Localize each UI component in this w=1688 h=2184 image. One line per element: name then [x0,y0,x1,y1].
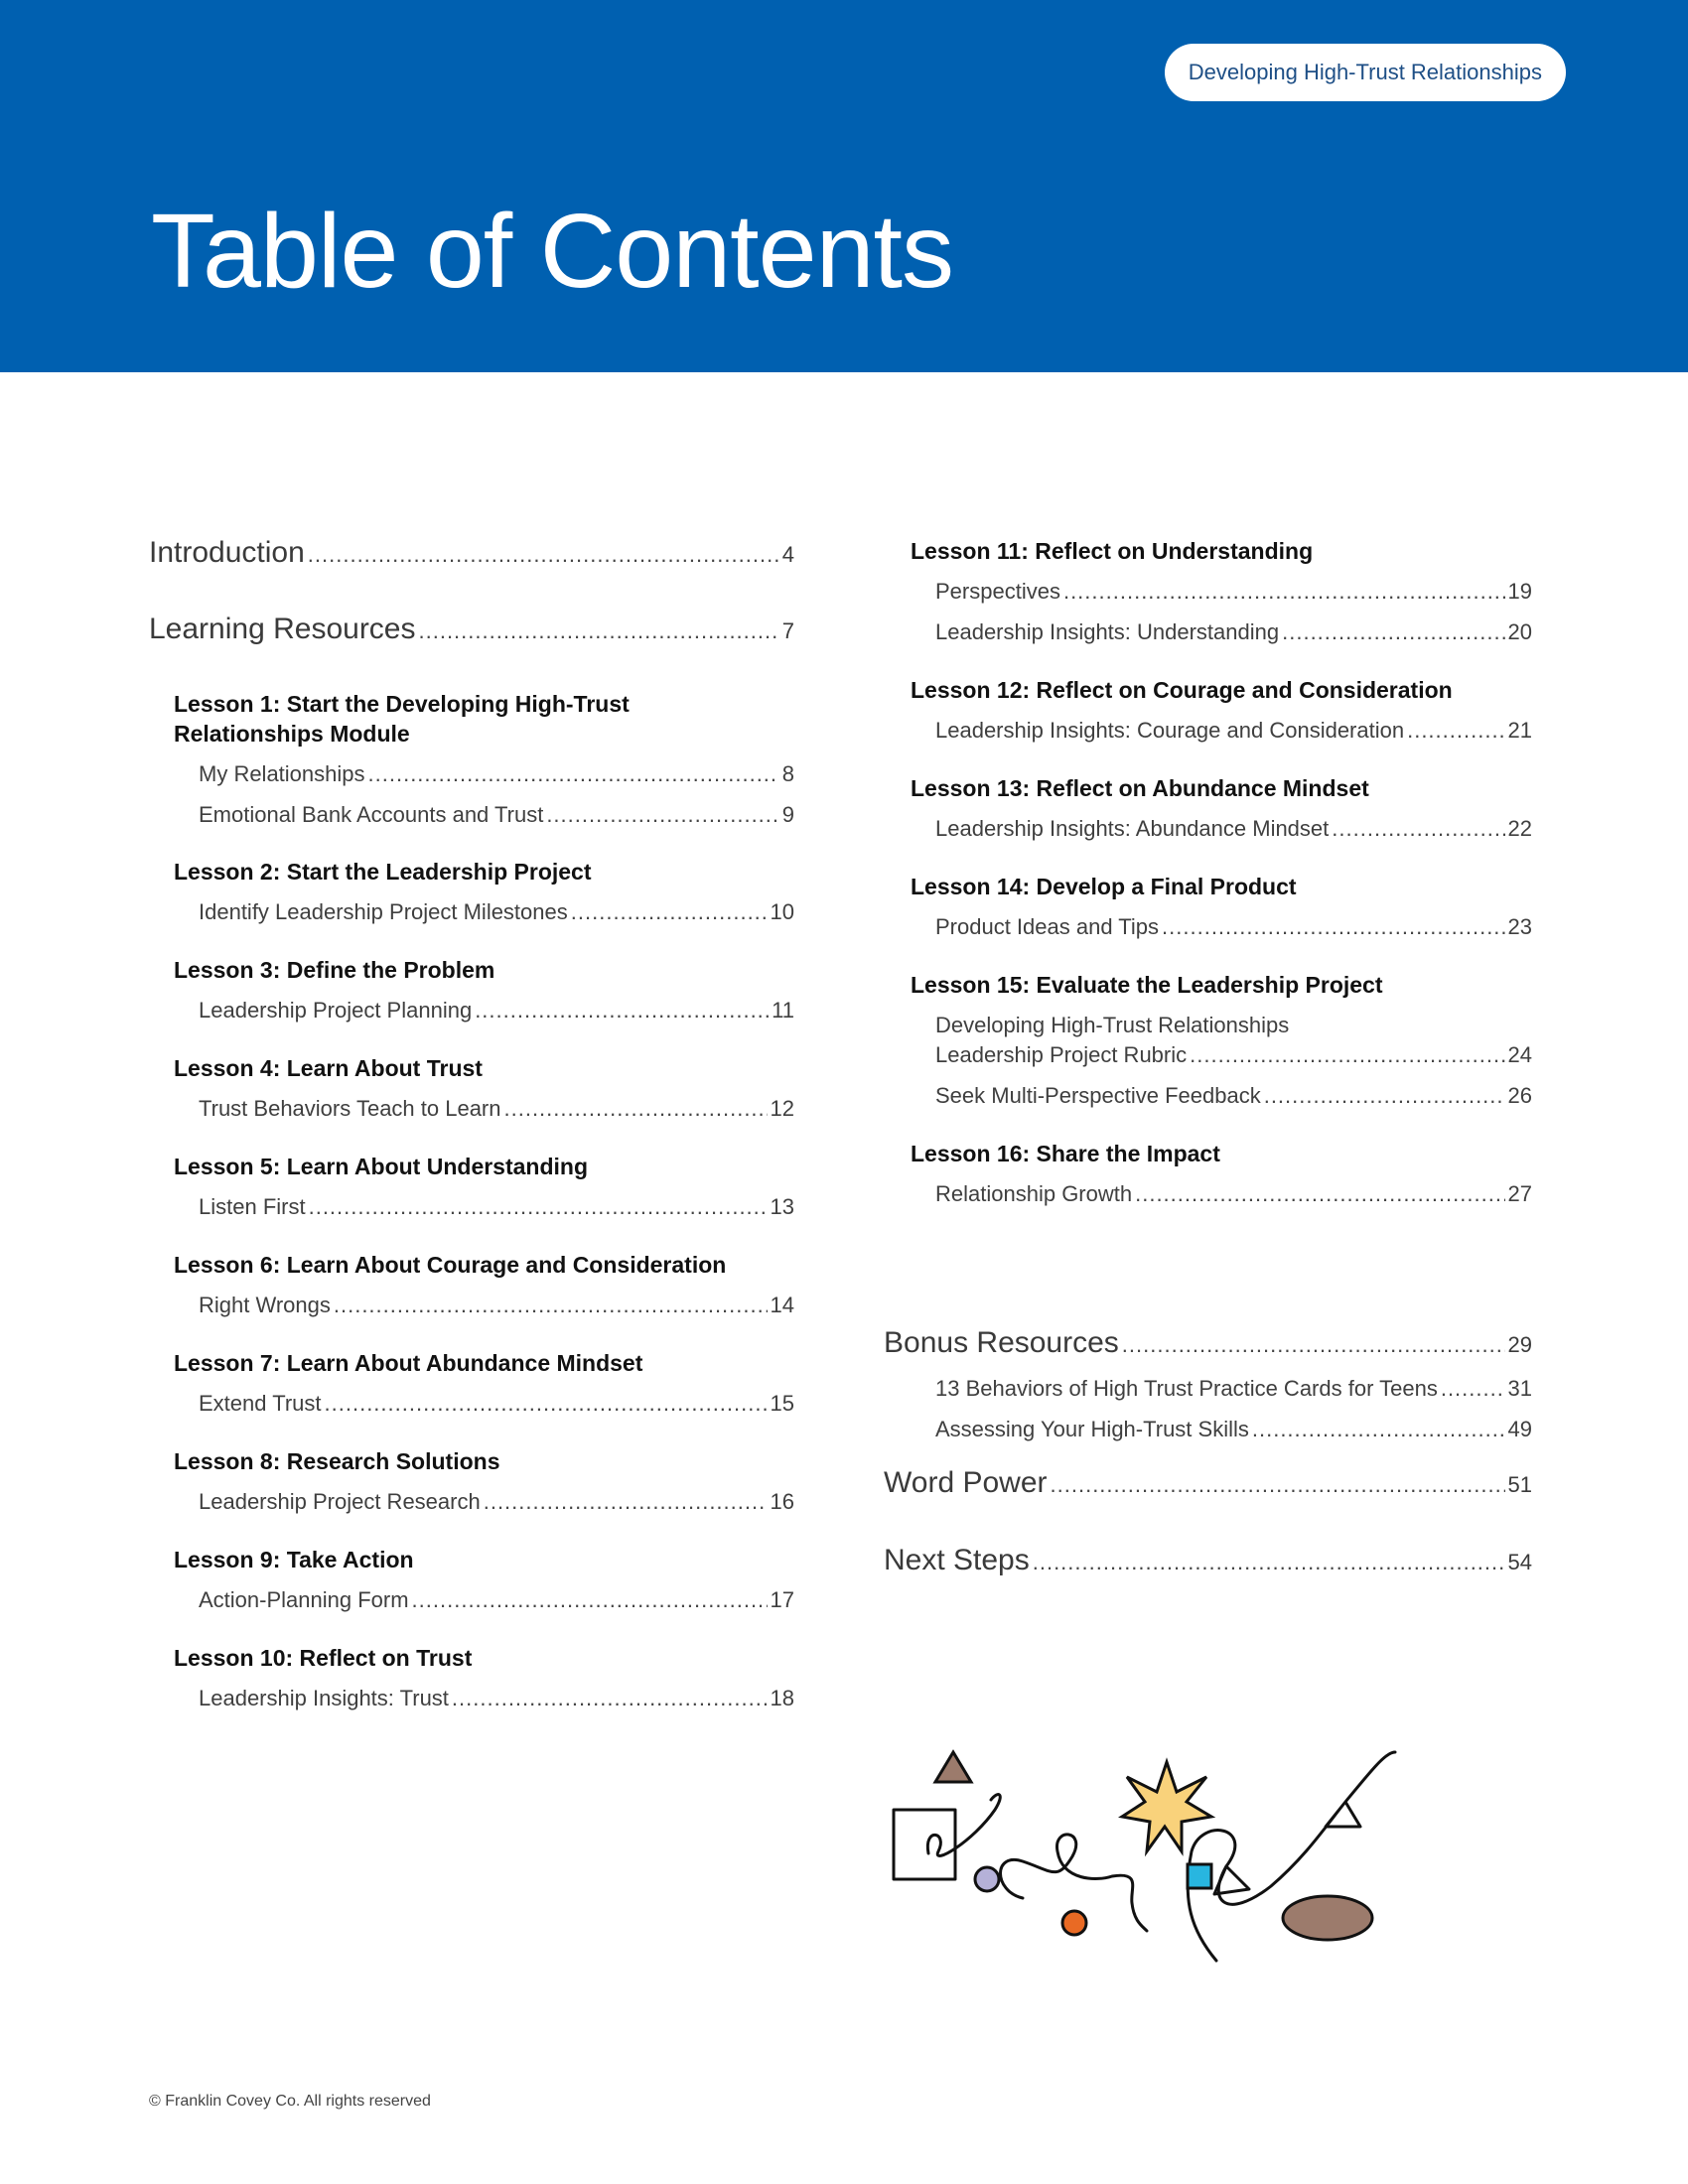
toc-item[interactable]: Leadership Project Research ..... 16 [199,1487,794,1517]
module-badge: Developing High-Trust Relationships [1165,44,1566,101]
lesson-15 [911,970,1532,1111]
lesson-12 [911,675,1532,746]
lesson-title: Lesson 11: Reflect on Understanding [911,538,1314,564]
lesson-9 [174,1545,794,1615]
lesson-13 [911,773,1532,844]
lesson-title: Lesson 2: Start the Leadership Project [174,859,592,885]
toc-item[interactable]: Assessing Your High-Trust Skills ..... 49 [935,1415,1532,1444]
lesson-title: Lesson 9: Take Action [174,1547,414,1572]
toc-word-power[interactable]: Word Power ..... 51 [884,1466,1532,1500]
lesson-title: Lesson 10: Reflect on Trust [174,1645,473,1671]
lesson-8 [174,1446,794,1517]
toc-item[interactable]: Action-Planning Form ..... 17 [199,1585,794,1615]
toc-next-steps[interactable]: Next Steps ..... 54 [884,1544,1532,1577]
toc-item[interactable]: Leadership Insights: Abundance Mindset ..... 22 [935,814,1532,844]
lesson-title: Lesson 12: Reflect on Courage and Consideration [911,677,1453,703]
toc-item[interactable]: My Relationships ..... 8 [199,759,794,789]
lesson-title: Lesson 8: Research Solutions [174,1448,500,1474]
lesson-11 [911,536,1532,647]
lesson-title: Lesson 3: Define the Problem [174,957,495,983]
toc-item[interactable]: Relationship Growth ..... 27 [935,1179,1532,1209]
toc-item[interactable]: Leadership Insights: Courage and Consideration ..... 21 [935,716,1532,746]
toc-item[interactable]: Right Wrongs ..... 14 [199,1291,794,1320]
lesson-7 [174,1348,794,1419]
toc-item[interactable]: Identify Leadership Project Milestones ..... 10 [199,897,794,927]
cyan-square-shape [1188,1864,1211,1888]
toc-learning-resources[interactable]: Learning Resources ..... 7 [149,613,794,646]
lesson-title: Lesson 13: Reflect on Abundance Mindset [911,775,1369,801]
brown-triangle-shape [935,1752,971,1782]
toc-item[interactable]: Emotional Bank Accounts and Trust ..... 9 [199,800,794,830]
toc-introduction[interactable]: Introduction ..... 4 [149,536,794,570]
lesson-2 [174,857,794,927]
toc-right-column [884,536,1532,1577]
lesson-title: Lesson 4: Learn About Trust [174,1055,483,1081]
toc-item[interactable]: Leadership Insights: Understanding ..... 20 [935,617,1532,647]
toc-item[interactable]: Leadership Project Planning ..... 11 [199,996,794,1025]
toc-item[interactable]: Leadership Insights: Trust ..... 18 [199,1684,794,1713]
lesson-title: Lesson 15: Evaluate the Leadership Project [911,972,1383,998]
lesson-4 [174,1053,794,1124]
lesson-5 [174,1152,794,1222]
lesson-16 [911,1139,1532,1209]
lesson-title: Lesson 7: Learn About Abundance Mindset [174,1350,643,1376]
lilac-circle-shape [975,1867,999,1891]
copyright-footer: © Franklin Covey Co. All rights reserved [149,2093,431,2110]
lesson-1 [174,689,794,830]
decorative-shapes-illustration [884,1732,1559,2010]
lesson-title: Lesson 6: Learn About Courage and Consideration [174,1252,727,1278]
toc-bonus-resources[interactable]: Bonus Resources ..... 29 [884,1326,1532,1360]
lesson-title: Lesson 1: Start the Developing High-Trust Relationships Module [174,691,630,747]
toc-item[interactable]: 13 Behaviors of High Trust Practice Cards for Teens ..... 31 [935,1374,1532,1404]
header-banner [0,0,1688,372]
scribble-curve-1 [927,1795,1000,1856]
page-title: Table of Contents [151,193,953,310]
lesson-14 [911,872,1532,942]
square-outline-shape [894,1810,955,1879]
brown-oval-shape [1283,1896,1372,1940]
toc-left-column [149,536,794,1713]
orange-circle-shape [1062,1911,1086,1935]
lesson-title: Lesson 14: Develop a Final Product [911,874,1297,899]
lesson-10 [174,1643,794,1713]
toc-item[interactable]: Listen First ..... 13 [199,1192,794,1222]
lesson-title: Lesson 16: Share the Impact [911,1141,1220,1166]
lesson-6 [174,1250,794,1320]
bonus-items [935,1374,1532,1444]
toc-item[interactable]: Trust Behaviors Teach to Learn ..... 12 [199,1094,794,1124]
lesson-title: Lesson 5: Learn About Understanding [174,1154,589,1179]
toc-item-rubric[interactable]: Developing High-Trust Relationships Leadership Project Rubric ..... 24 [935,1011,1532,1070]
toc-item[interactable]: Seek Multi-Perspective Feedback ..... 26 [935,1081,1532,1111]
toc-item[interactable]: Perspectives ..... 19 [935,577,1532,607]
lesson-3 [174,955,794,1025]
toc-item[interactable]: Extend Trust ..... 15 [199,1389,794,1419]
toc-item[interactable]: Product Ideas and Tips ..... 23 [935,912,1532,942]
